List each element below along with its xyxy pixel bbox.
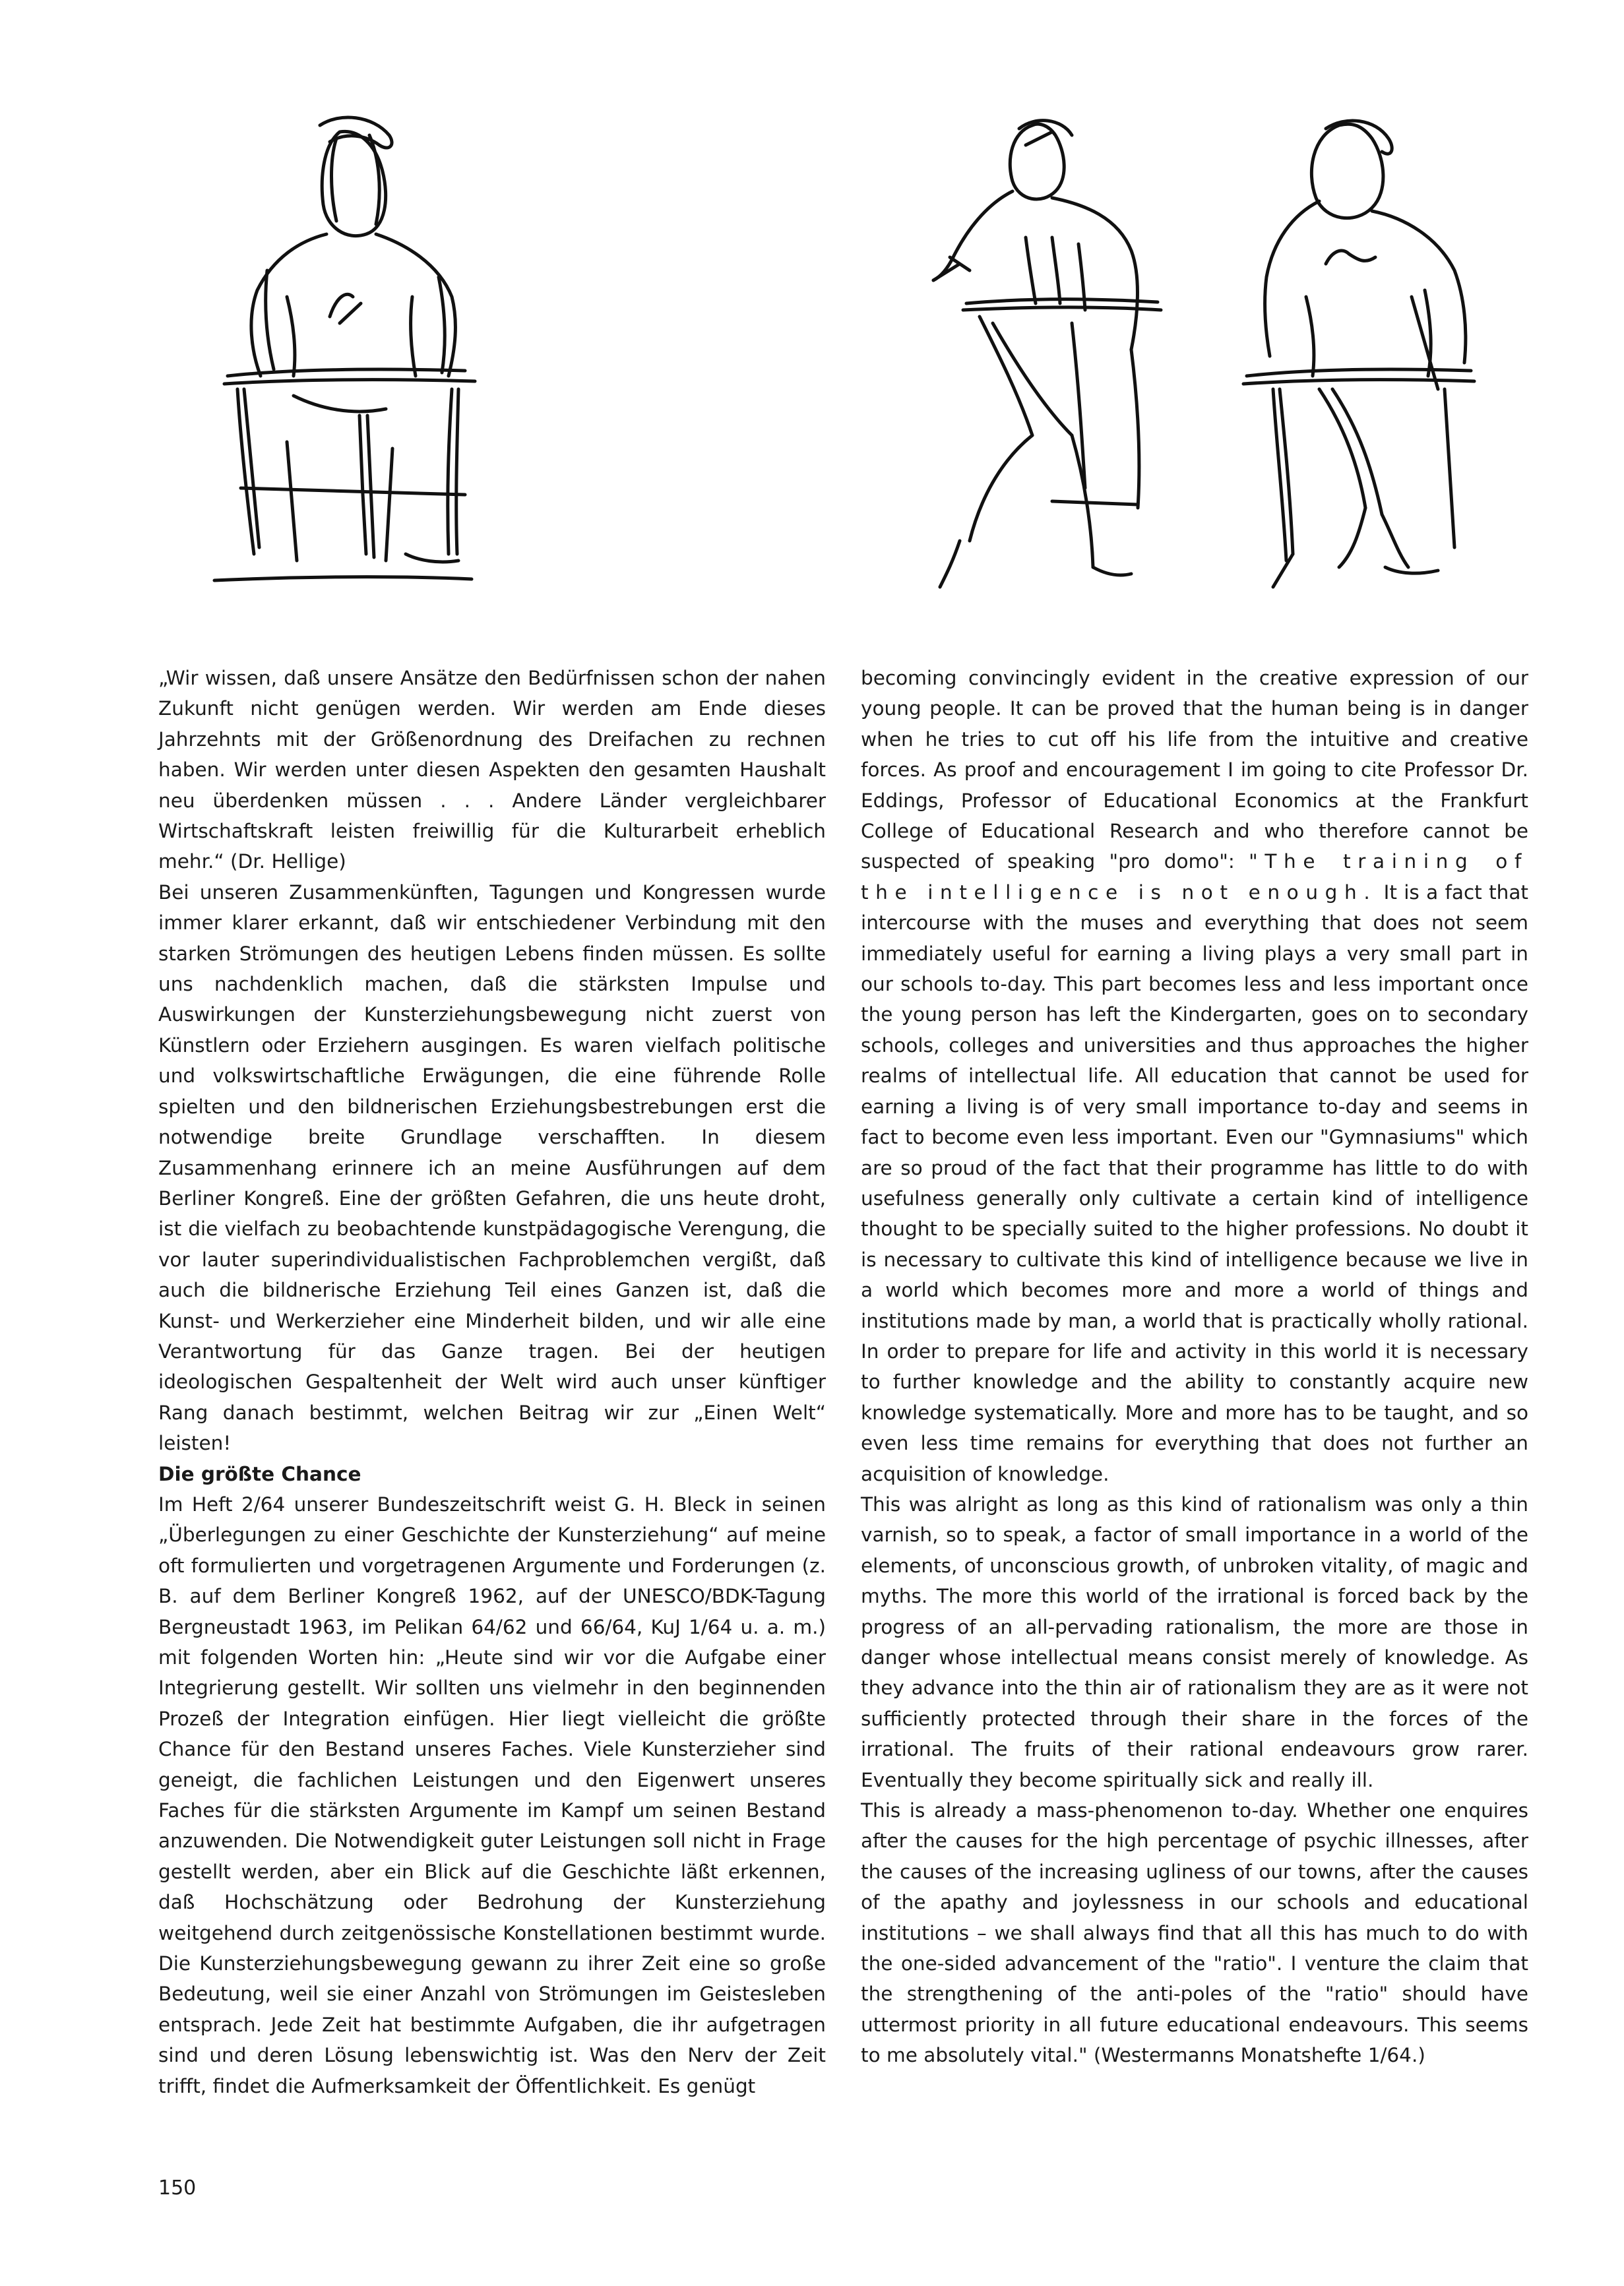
left-column [158, 663, 826, 2101]
left-paragraph-2: Bei unseren Zusammenkünften, Tagungen und Kongressen wurde immer klarer erkannt, daß wir entschiedener Verbindung mit den starken Strömungen des heutigen Lebens finden müssen. Es sollte uns nachdenklich machen, daß die stärksten Impulse und Auswirkungen der Kunsterziehungsbewegung nicht zuerst von Künstlern oder Erziehern ausgingen. Es waren vielfach politische und volkswirtschaftliche Erwägungen, die eine führende Rolle spielten und den bildnerischen Erziehungsbestrebungen erst die notwendige breite Grundlage verschafften. In diesem Zusammenhang erinnere ich an meine Ausführungen auf dem Berliner Kongreß. Eine der größten Gefahren, die uns heute droht, ist die vielfach zu beobachtende kunstpädagogische Verengung, die vor lauter superindividualistischen Fachproblemchen vergißt, daß auch die bildnerische Erziehung Teil eines Ganzen ist, daß die Kunst- und Werkerzieher eine Minderheit bilden, und wir alle eine Verantwortung für das Ganze tragen. Bei der heutigen ideologischen Gespaltenheit der Welt wird auch unser künftiger Rang danach bestimmt, welchen Beitrag wir zur „Einen Welt“ leisten! [158, 880, 826, 1455]
right-column [861, 663, 1528, 2071]
right-paragraph-3: This is already a mass-phenomenon to-day. Whether one enquires after the causes for the high percentage of psychic illnesses, after the causes of the increasing ugliness of our towns, after the causes of the apathy and joylessness in our schools and educational institutions – we shall always find that all this has much to do with the one-sided advancement of the "ratio". I venture the claim that the strengthening of the anti-poles of the "ratio" should have uttermost priority in all future educational endeavours. This seems to me absolutely vital." (Westermanns Monatshefte 1/64.) [861, 1799, 1528, 2067]
section-heading: Die größte Chance [158, 1462, 361, 1485]
right-paragraph-2: This was alright as long as this kind of rationalism was only a thin varnish, so to speak, a factor of small importance in a world of the elements, of unconscious growth, of unbroken vitality, of magic and myths. The more this world of the irrational is forced back by the progress of an all-pervading rationalism, the more are those in danger whose intellectual means consist merely of knowledge. As they advance into the thin air of rationalism they are as it were not sufficiently protected through their share in the forces of the irrational. The fruits of their rational endeavours grow rarer. Eventually they become spiritually sick and really ill. [861, 1493, 1528, 1791]
spaced-quote: "The training of the intelligence is not enough. [861, 850, 1528, 904]
right-paragraph-1 [861, 663, 1528, 1489]
left-paragraph-3: Im Heft 2/64 unserer Bundeszeitschrift weist G. H. Bleck in seinen „Überlegungen zu einer Geschichte der Kunsterziehung“ auf meine oft formulierten und vorgetragenen Argumente und Forderungen (z. B. auf dem Berliner Kongreß 1962, auf der UNESCO/BDK-Tagung Bergneustadt 1963, im Pelikan 64/62 und 66/64, KuJ 1/64 u. a. m.) mit folgenden Worten hin: „Heute sind wir vor die Aufgabe einer Integrierung gestellt. Wir sollten uns vielmehr in den beginnenden Prozeß der Integration einfügen. Hier liegt vielleicht die größte Chance für den Bestand unseres Faches. Viele Kunsterzieher sind geneigt, die fachlichen Leistungen und den Eigenwert unseres Faches für die stärksten Argumente im Kampf um seinen Bestand anzuwenden. Die Notwendigkeit guter Leistungen soll nicht in Frage gestellt werden, aber ein Blick auf die Geschichte läßt erkennen, daß Hochschätzung oder Bedrohung der Kunsterziehung weitgehend durch zeitgenössische Konstellationen bestimmt wurde. Die Kunsterziehungsbewegung gewann zu ihrer Zeit eine so große Bedeutung, weil sie einer Anzahl von Strömungen im Geistesleben entsprach. Jede Zeit hat bestimmte Aufgaben, die ihr aufgetragen sind und deren Lösung lebenswichtig ist. Was den Nerv der Zeit trifft, findet die Aufmerksamkeit der Öffentlichkeit. Es genügt [158, 1493, 826, 2097]
page-number: 150 [158, 2177, 197, 2200]
sketch-figure-reading [1227, 99, 1517, 607]
left-paragraph-1: „Wir wissen, daß unsere Ansätze den Bedürfnissen schon der nahen Zukunft nicht genügen werden. Wir werden am Ende dieses Jahrzehnts mit der Größenordnung des Dreifachen zu rechnen haben. Wir werden unter diesen Aspekten den gesamten Haushalt neu überdenken müssen . . . Andere Länder vergleichbarer Wirtschaftskraft leisten freiwillig für die Kulturarbeit erheblich mehr.“ (Dr. Hellige) [158, 667, 826, 873]
sketch-drawing [920, 106, 1237, 607]
sketch-seated-figure-left [188, 99, 531, 607]
right-paragraph-1-end: It is a fact that intercourse with the muses and everything that does not seem immediately useful for earning a living plays a very small part in our schools to-day. This part becomes less and less important once the young person has left the Kindergarten, goes on to secondary schools, colleges and universities and thus approaches the higher realms of intellectual life. All education that cannot be used for earning a living is of very small importance to-day and seems in fact to become even less important. Even our "Gymnasiums" which are so proud of the fact that their programme has little to do with usefulness generally only cultivate a certain kind of intelligence thought to be specially suited to the higher professions. No doubt it is necessary to cultivate this kind of intelligence because we live in a world which becomes more and more a world of things and institutions made by man, a world that is practically wholly rational. In order to prepare for life and activity in this world it is necessary to further knowledge and the ability to constantly acquire new knowledge systematically. More and more has to be taught, and so even less time remains for everything that does not further an acquisition of knowledge. [861, 880, 1528, 1485]
right-paragraph-1-start: becoming convincingly evident in the creative expression of our young people. It can be proved that the human being is in danger when he tries to cut off his life from the intuitive and creative forces. As proof and encouragement I im going to cite Professor Dr. Eddings, Professor of Educational Economics at the Frankfurt College of Educational Research and who therefore cannot be suspected of speaking "pro domo": [861, 667, 1528, 873]
sketch-drawing [1227, 99, 1517, 607]
sketch-figure-drawing-with-pen [920, 106, 1237, 607]
sketch-drawing [188, 99, 531, 607]
